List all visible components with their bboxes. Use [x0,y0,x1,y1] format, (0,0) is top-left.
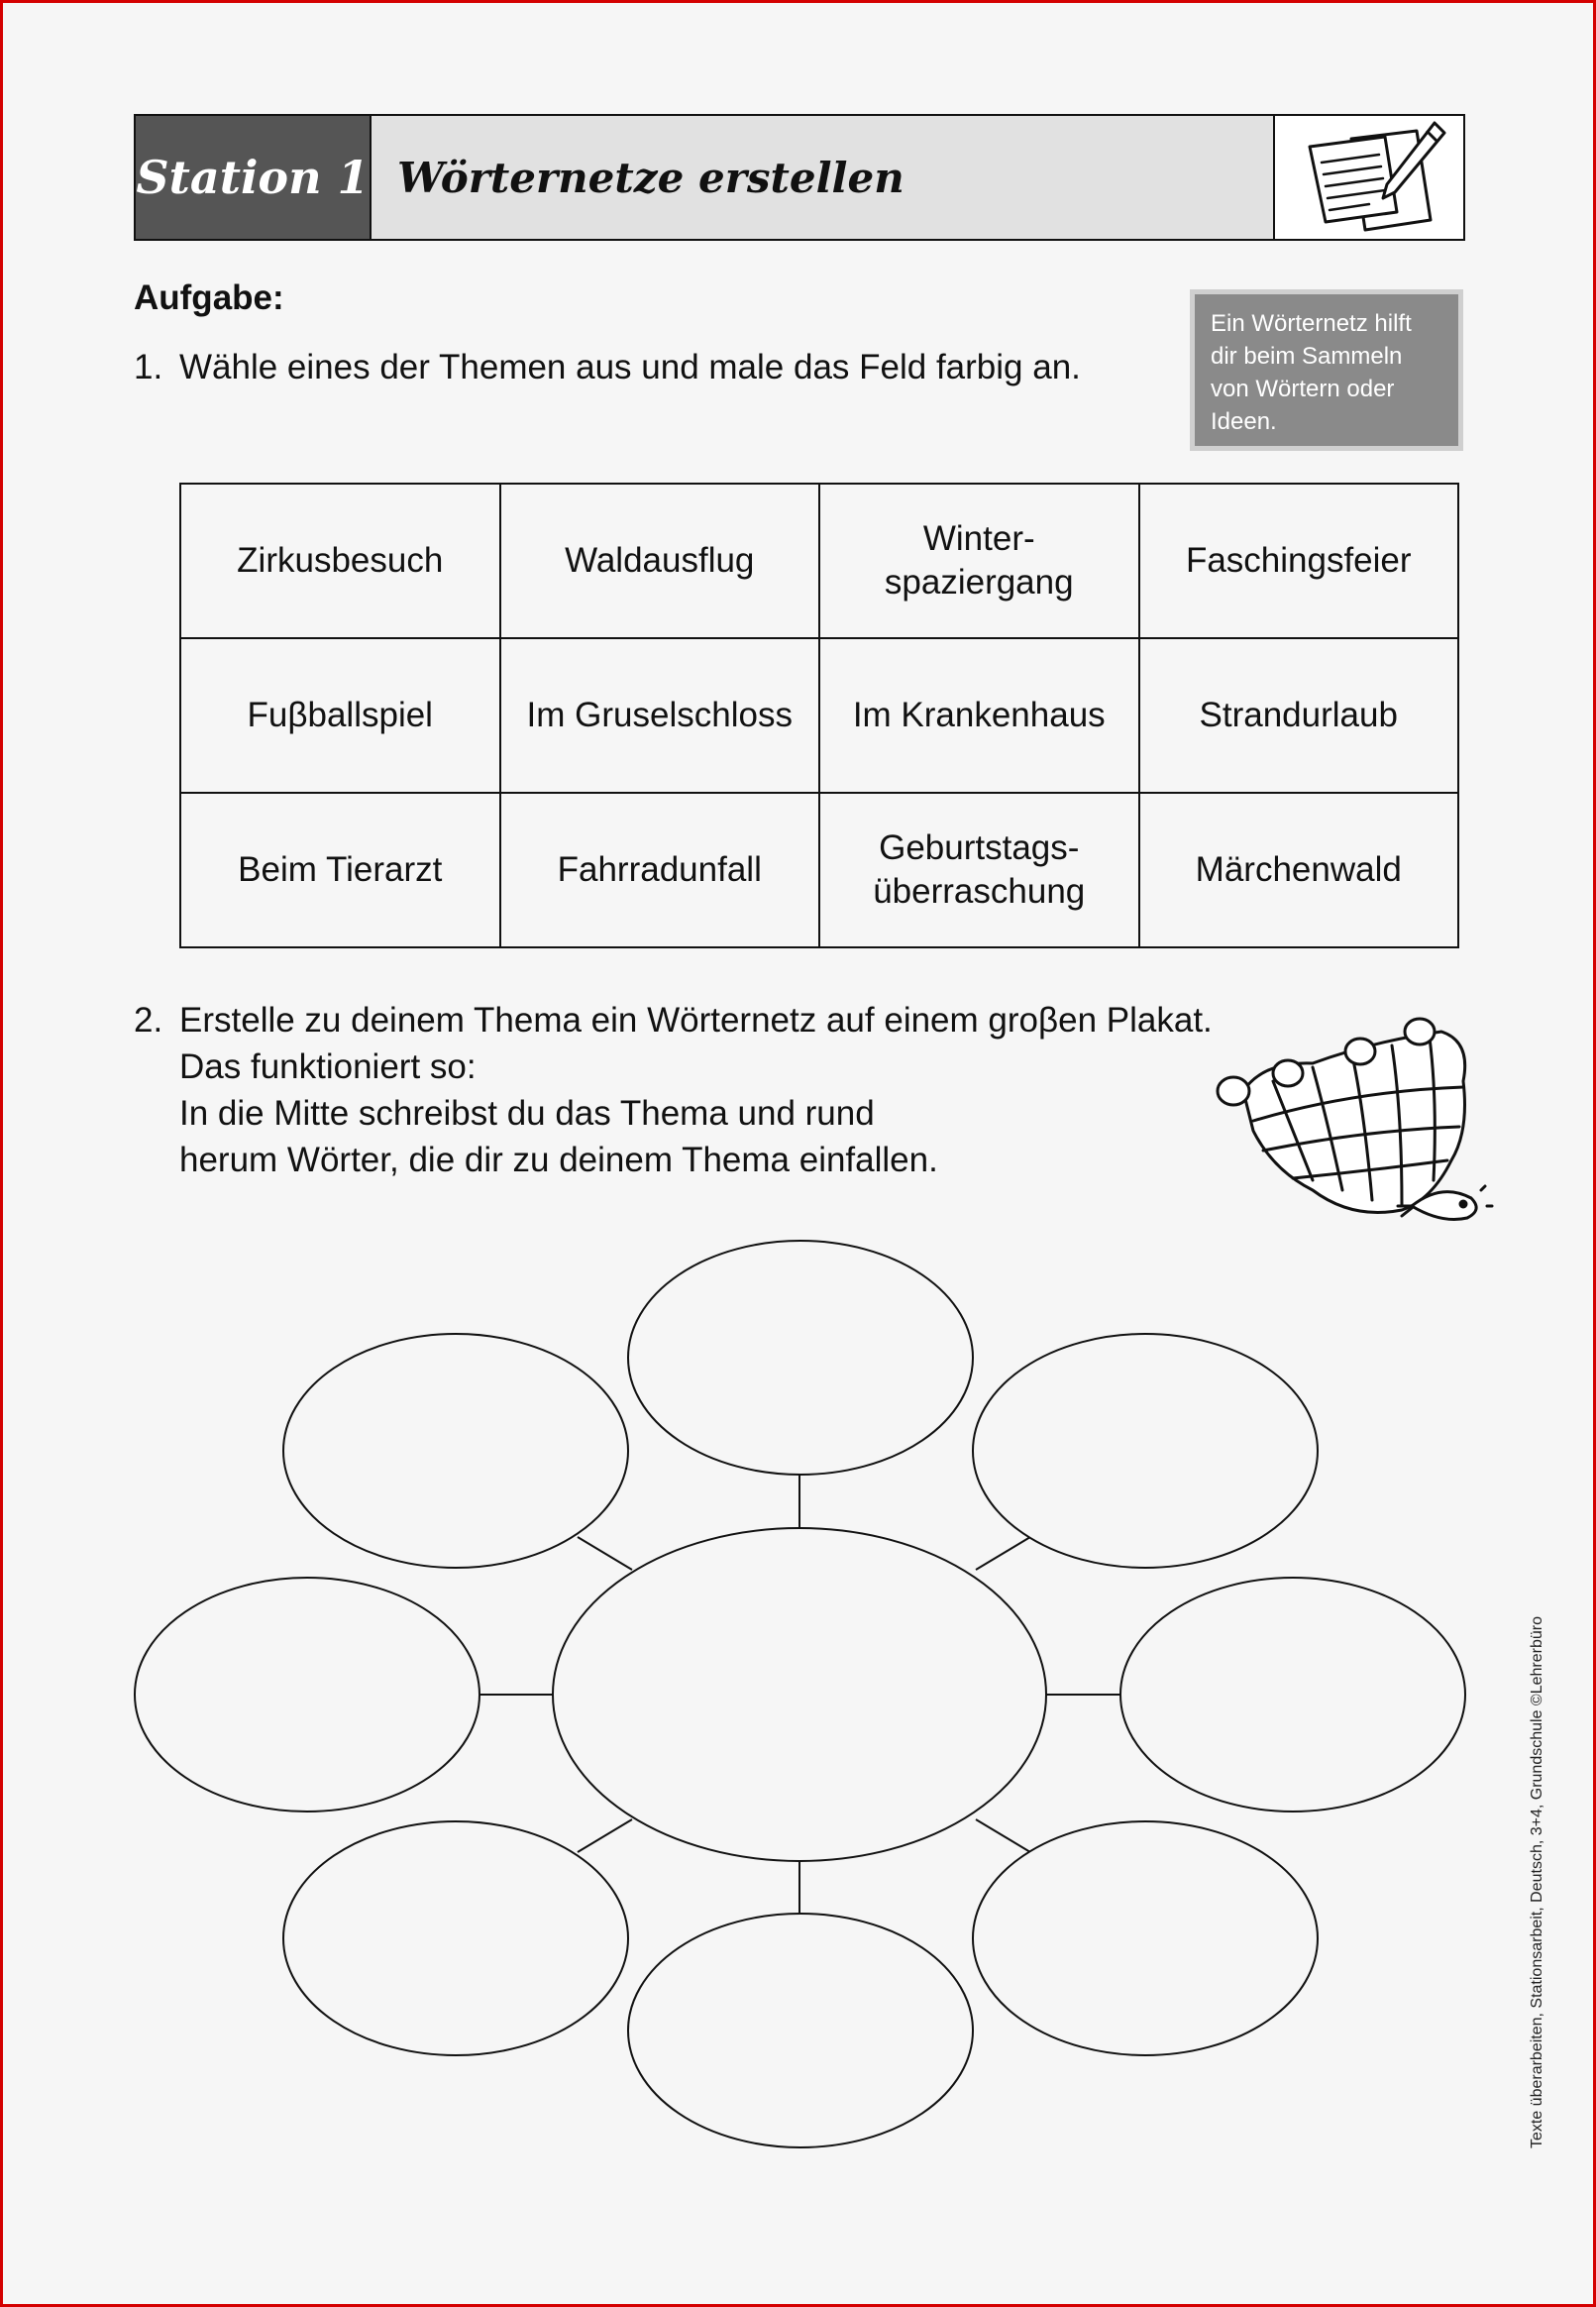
outer-word-ellipse[interactable] [973,1334,1318,1568]
outer-word-ellipse[interactable] [628,1241,973,1475]
outer-word-ellipse[interactable] [628,1914,973,2147]
outer-word-ellipse[interactable] [283,1821,628,2055]
hint-box [1190,289,1463,451]
outer-word-ellipse[interactable] [1120,1578,1465,1812]
hint-line: von Wörtern oder [1211,376,1395,402]
connector-line [976,1537,1030,1570]
hint-line: Ideen. [1211,408,1277,435]
writing-paper-icon [1273,116,1463,239]
connector-line [578,1819,632,1852]
topic-cell[interactable]: Waldausflug [500,484,820,638]
step-1-number: 1. [134,348,163,386]
outer-word-ellipse[interactable] [135,1578,479,1812]
station-header [134,114,1465,241]
step-2-line: herum Wörter, die dir zu deinem Thema einfallen. [179,1141,938,1179]
hint-line: Ein Wörternetz hilft [1211,310,1412,337]
page-title: Wörternetze erstellen [397,153,904,202]
topic-cell[interactable]: Zirkusbesuch [180,484,500,638]
topics-table [179,483,1459,948]
topic-cell[interactable]: Faschingsfeier [1139,484,1459,638]
topic-cell[interactable]: Fuβballspiel [180,638,500,793]
connector-line [578,1537,632,1570]
topic-cell[interactable]: Beim Tierarzt [180,793,500,947]
station-number: Station 1 [136,116,372,239]
fishing-net-icon [1204,1012,1501,1232]
topic-cell[interactable]: Im Gruselschloss [500,638,820,793]
step-2-line: In die Mitte schreibst du das Thema und rund [179,1094,875,1133]
outer-word-ellipse[interactable] [283,1334,628,1568]
hint-line: dir beim Sammeln [1211,343,1403,370]
topic-cell[interactable]: Fahrradunfall [500,793,820,947]
outer-word-ellipse[interactable] [973,1821,1318,2055]
task-label: Aufgabe: [134,278,284,317]
topic-cell[interactable]: Strandurlaub [1139,638,1459,793]
topic-cell[interactable]: Winter- spaziergang [819,484,1139,638]
topic-cell[interactable]: Im Krankenhaus [819,638,1139,793]
table-row [180,793,1458,947]
step-1-text: Wähle eines der Themen aus und male das Feld farbig an. [179,348,1081,386]
topic-cell[interactable]: Märchenwald [1139,793,1459,947]
topic-cell[interactable]: Geburtstags- überraschung [819,793,1139,947]
connector-line [976,1819,1030,1852]
step-2-number: 2. [134,1001,163,1040]
step-2-line: Erstelle zu deinem Thema ein Wörternetz auf einem groβen Plakat. [179,1001,1213,1040]
copyright-note: Texte überarbeiten, Stationsarbeit, Deutsch, 3+4, Grundschule ©Lehrerbüro [1529,1616,1545,2148]
table-row [180,638,1458,793]
center-topic-ellipse[interactable] [553,1528,1046,1861]
step-2-line: Das funktioniert so: [179,1047,477,1086]
table-row [180,484,1458,638]
